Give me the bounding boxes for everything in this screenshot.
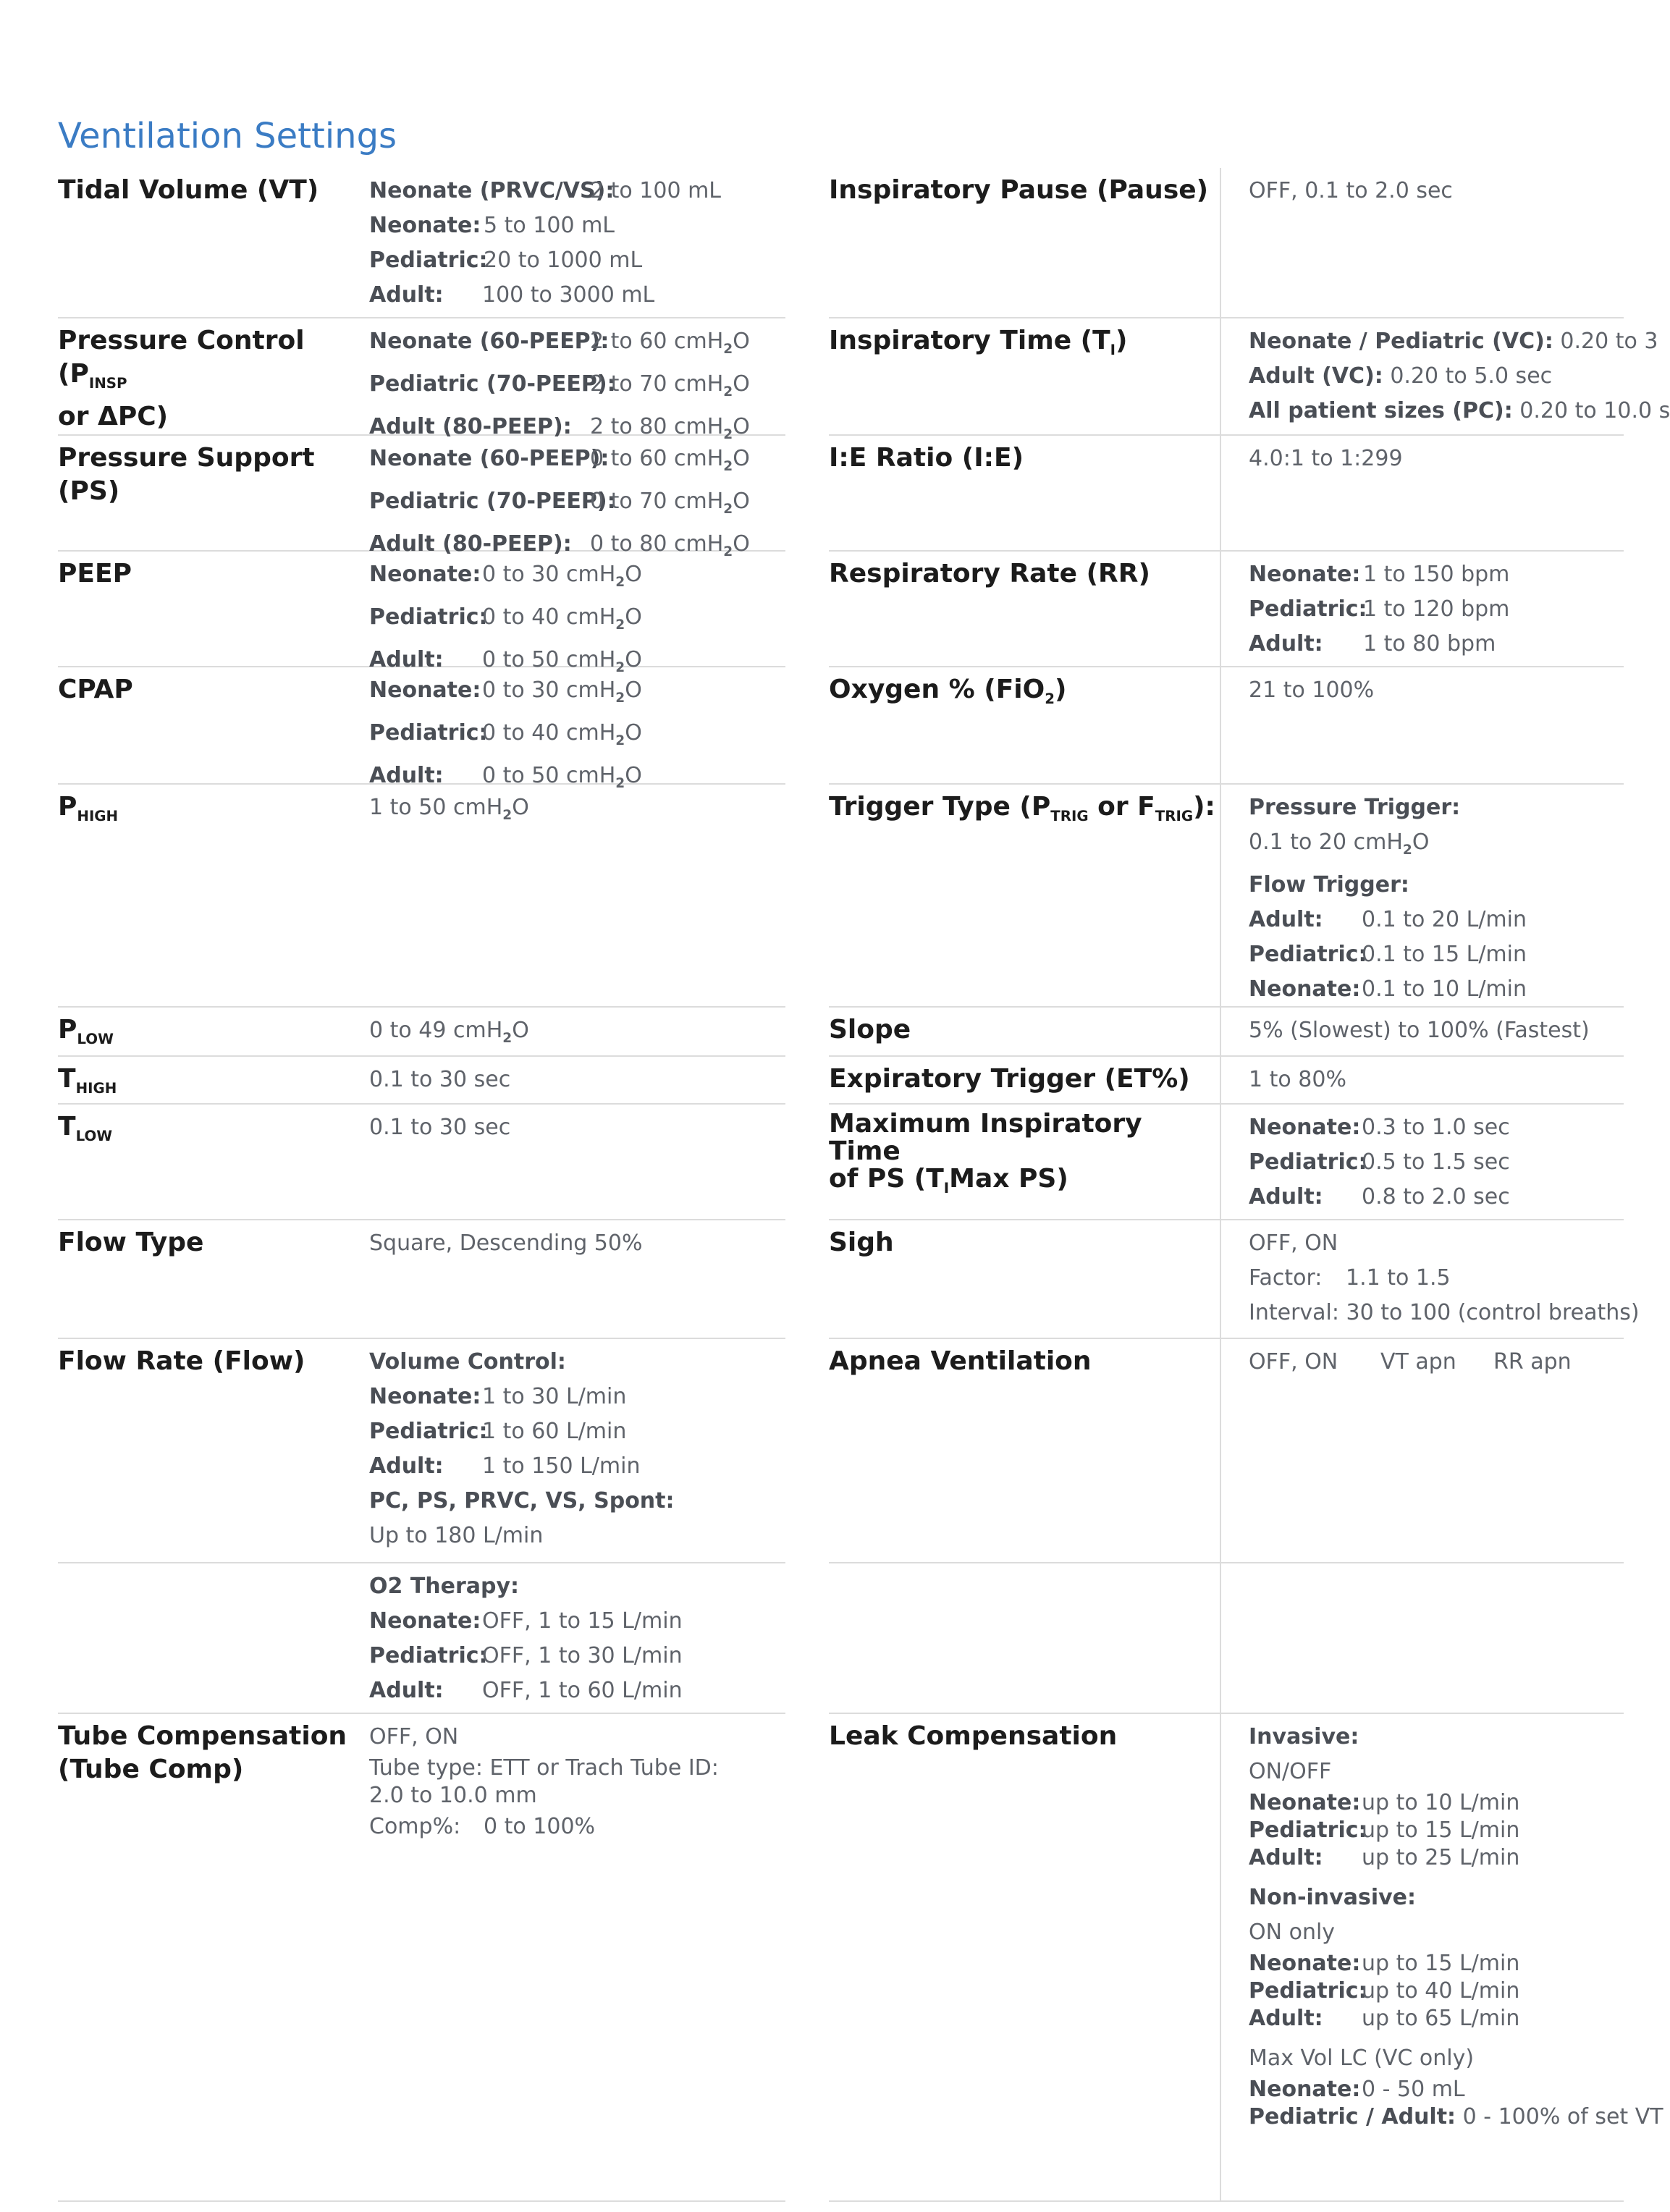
right-settings-column: [829, 168, 1670, 2202]
setting-values: [369, 174, 721, 313]
setting-label: Trigger Type ($P_{TRIG}$ or $F_{TRIG}$):: [829, 792, 1215, 825]
setting-pressure-control: [58, 318, 785, 442]
setting-label: Tidal Volume (VT): [58, 175, 319, 205]
setting-peep: [58, 552, 785, 675]
setting-label: Flow Rate (Flow): [58, 1346, 305, 1376]
setting-label: PEEP: [58, 559, 132, 588]
setting-thigh: [58, 1057, 785, 1105]
setting-label: $T_{LOW}$: [58, 1112, 113, 1145]
setting-label: CPAP: [58, 675, 133, 704]
setting-oxygen: [829, 667, 1624, 785]
setting-label: $T_{HIGH}$: [58, 1064, 117, 1097]
setting-label: Apnea Ventilation: [829, 1346, 1092, 1376]
setting-apnea-ventilation: [829, 1339, 1624, 1563]
setting-ie-ratio: [829, 436, 1624, 552]
setting-inspiratory-time: [829, 318, 1670, 436]
value-key: Adult:: [369, 282, 444, 308]
setting-empty-row: [829, 1563, 1624, 1714]
value-text: 2 to 100 mL: [590, 178, 722, 203]
setting-values: OFF, ON Tube type: ETT or Trach Tube ID: 2.0 to 10.0 mm Comp%: 0 to 100%: [369, 1724, 719, 1839]
setting-values: Neonate:0.3 to 1.0 sec Pediatric:0.5 to 1.5 sec Adult: 0.8 to 2.0 sec: [1249, 1115, 1510, 1210]
setting-values: 1 to 50 cmH$_2$O: [369, 795, 529, 823]
setting-values: Pressure Trigger: 0.1 to 20 cmH$_2$O Flow Trigger: Adult: 0.1 to 20 L/min Pediatric:0.1 to 15 L/min Neonate:0.1 to 10 L/min: [1249, 795, 1527, 1002]
setting-label: Respiratory Rate (RR): [829, 559, 1150, 588]
setting-cpap: [58, 667, 785, 791]
setting-label: Pressure Support (PS): [58, 443, 315, 506]
setting-label: Slope: [829, 1015, 911, 1044]
setting-values: Invasive: ON/OFF Neonate:up to 10 L/min Pediatric:up to 15 L/min Adult: up to 25 L/min Non-invasive: ON only Neonate:up to 15 L/min Pediatric:up to 40 L/min Adult: up to 65 L/min Max Vol LC (VC only) Neonate:0 - 50 mL Pediatric / Adult: 0 - 100% of set VT: [1249, 1724, 1663, 2129]
setting-label: $P_{LOW}$: [58, 1015, 114, 1048]
setting-values: Square, Descending 50%: [369, 1230, 643, 1256]
setting-slope: [829, 1008, 1624, 1057]
setting-values: OFF, ON Factor: 1.1 to 1.5 Interval: 30 to 100 (control breaths): [1249, 1230, 1640, 1325]
setting-label: $P_{HIGH}$: [58, 792, 119, 825]
setting-values: Neonate:0 to 30 cmH$_2$O Pediatric:0 to 40 cmH$_2$O Adult: 0 to 50 cmH$_2$O: [369, 677, 642, 791]
setting-max-inspiratory-time: [829, 1105, 1624, 1220]
setting-label: Maximum Inspiratory Time of PS ($T_IMax$ PS): [829, 1109, 1142, 1197]
value-text: 20 to 1000 mL: [484, 248, 643, 273]
setting-label: Oxygen % (FiO$_2$): [829, 675, 1067, 708]
setting-values: 4.0:1 to 1:299: [1249, 446, 1403, 471]
setting-plow: [58, 1008, 785, 1057]
setting-values: Volume Control: Neonate:1 to 30 L/min Pediatric:1 to 60 L/min Adult: 1 to 150 L/min PC, PS, PRVC, VS, Spont: Up to 180 L/min: [369, 1349, 675, 1548]
setting-values: OFF, 0.1 to 2.0 sec: [1249, 178, 1453, 203]
setting-label: Leak Compensation: [829, 1721, 1118, 1751]
setting-label: Sigh: [829, 1228, 894, 1257]
setting-values: 5% (Slowest) to 100% (Fastest): [1249, 1018, 1590, 1043]
setting-values: Neonate / Pediatric (VC): 0.20 to 3 Adult (VC): 0.20 to 5.0 sec All patient sizes (PC): 0.20 to 10.0 s: [1249, 329, 1670, 423]
setting-trigger-type: [829, 785, 1624, 1008]
setting-values: 0.1 to 30 sec: [369, 1115, 511, 1140]
setting-tidal-volume: [58, 168, 785, 318]
value-text: 5 to 100 mL: [484, 213, 615, 238]
setting-label: Tube Compensation (Tube Comp): [58, 1721, 347, 1784]
value-key: Neonate (PRVC/VS):: [369, 178, 615, 203]
setting-values: Neonate:0 to 30 cmH$_2$O Pediatric:0 to 40 cmH$_2$O Adult: 0 to 50 cmH$_2$O: [369, 562, 642, 675]
setting-label: Flow Type: [58, 1228, 204, 1257]
setting-values: OFF, ON VT apn RR apn: [1249, 1349, 1572, 1375]
setting-values: 0 to 49 cmH$_2$O: [369, 1018, 529, 1046]
value-key: Neonate:: [369, 213, 481, 238]
setting-respiratory-rate: [829, 552, 1624, 667]
setting-leak-compensation: [829, 1714, 1663, 2202]
setting-expiratory-trigger: [829, 1057, 1624, 1105]
setting-label: Expiratory Trigger (ET%): [829, 1064, 1190, 1094]
setting-phigh: [58, 785, 785, 1008]
setting-sigh: [829, 1220, 1640, 1339]
setting-values: O2 Therapy: Neonate:OFF, 1 to 15 L/min Pediatric:OFF, 1 to 30 L/min Adult: OFF, 1 to 60 L/min: [369, 1574, 683, 1703]
left-settings-column: [58, 168, 785, 2202]
setting-values: Neonate: 1 to 150 bpm Pediatric:1 to 120 bpm Adult: 1 to 80 bpm: [1249, 562, 1510, 657]
setting-label: Pressure Control ($P_{INSP}$ or ΔPC): [58, 326, 305, 432]
setting-label: Inspiratory Time $(T_I)$: [829, 326, 1128, 359]
value-key: Pediatric:: [369, 248, 488, 273]
value-text: 100 to 3000 mL: [482, 282, 655, 308]
setting-values: Neonate (60-PEEP):0 to 60 cmH$_2$O Pediatric (70-PEEP):0 to 70 cmH$_2$O Adult (80-PEEP): 0 to 80 cmH$_2$O: [369, 446, 750, 560]
setting-pressure-support: [58, 436, 785, 560]
setting-values: 1 to 80%: [1249, 1067, 1346, 1092]
setting-tlow: [58, 1105, 785, 1220]
setting-label: I:E Ratio (I:E): [829, 443, 1024, 473]
setting-flow-rate: [58, 1339, 785, 1563]
setting-values: Neonate (60-PEEP):2 to 60 cmH$_2$O Pediatric (70-PEEP):2 to 70 cmH$_2$O Adult (80-PEEP): 2 to 80 cmH$_2$O: [369, 329, 750, 442]
setting-tube-compensation: [58, 1714, 785, 2202]
setting-values: 0.1 to 30 sec: [369, 1067, 511, 1092]
page-title: Ventilation Settings: [58, 116, 397, 156]
setting-label: Inspiratory Pause (Pause): [829, 175, 1209, 205]
setting-inspiratory-pause: [829, 168, 1624, 318]
setting-values: 21 to 100%: [1249, 677, 1375, 703]
setting-flow-type: [58, 1220, 785, 1339]
setting-o2-therapy: [58, 1563, 785, 1714]
